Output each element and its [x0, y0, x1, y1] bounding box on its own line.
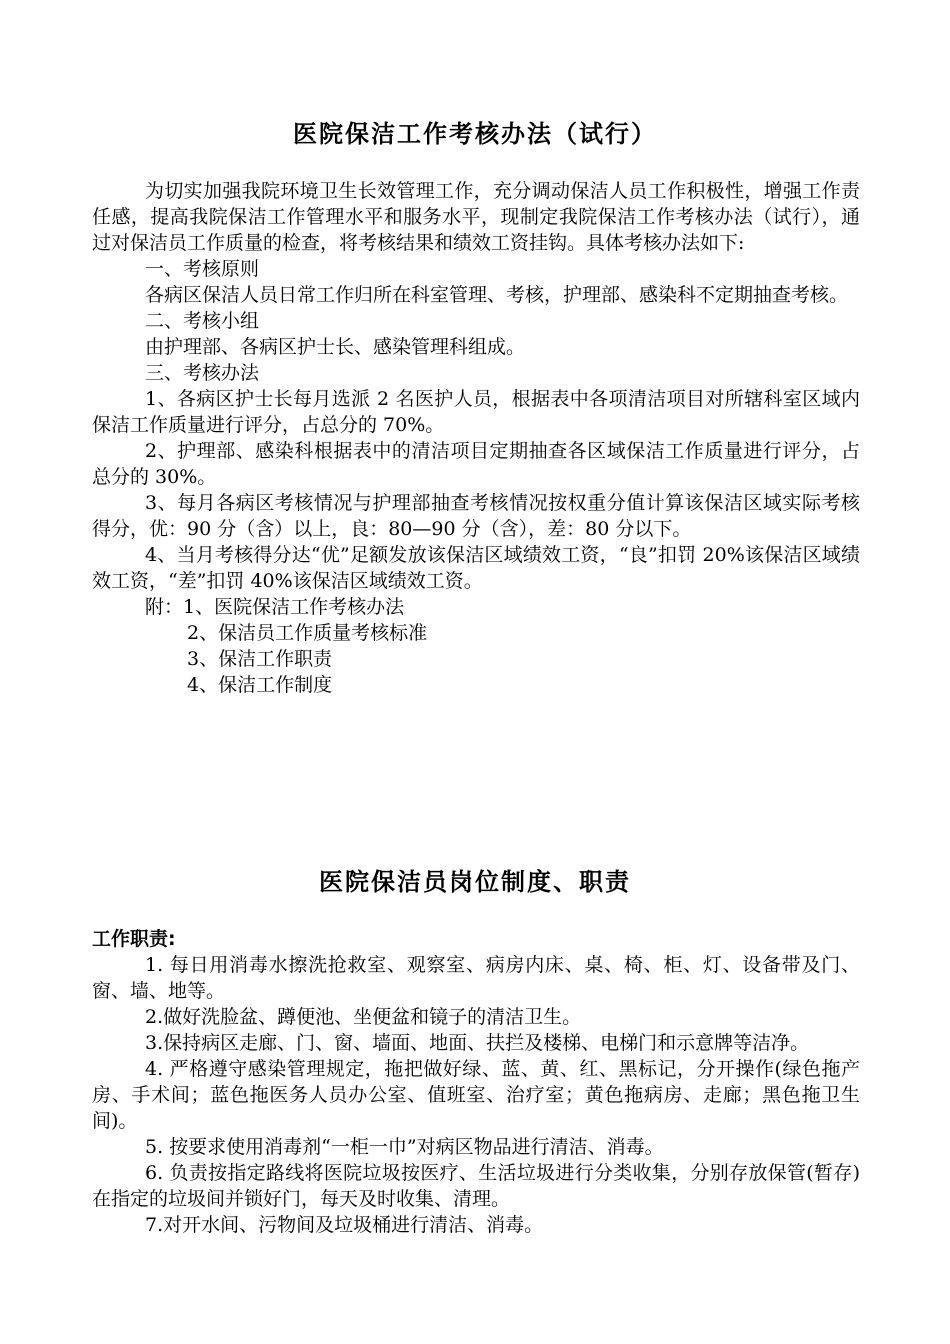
duty-item: 5. 按要求使用消毒剂“一柜一巾”对病区物品进行清洁、消毒。	[145, 1136, 664, 1158]
document-title: 医院保洁工作考核办法（试行）	[293, 120, 657, 148]
duty-item: 1. 每日用消毒水擦洗抢救室、观察室、病房内床、桌、椅、柜、灯、设备带及门、窗、墙、地等。	[92, 954, 860, 1002]
heading-team: 二、考核小组	[145, 310, 260, 332]
section-title: 医院保洁员岗位制度、职责	[319, 868, 631, 896]
duties-list	[92, 952, 860, 1238]
intro-paragraph: 为切实加强我院环境卫生长效管理工作，充分调动保洁人员工作积极性，增强工作责任感，提高我院保洁工作管理水平和服务水平，现制定我院保洁工作考核办法（试行），通过对保洁员工作质量的检查，将考核结果和绩效工资挂钩。具体考核办法如下:	[92, 180, 860, 254]
method-item-3: 3、每月各病区考核情况与护理部抽查考核情况按权重分值计算该保洁区域实际考核得分，优：90 分（含）以上，良：80—90 分（含），差：80 分以下。	[92, 492, 860, 540]
duty-item: 4. 严格遵守感染管理规定，拖把做好绿、蓝、黄、红、黑标记，分开操作(绿色拖产房、手术间；蓝色拖医务人员办公室、值班室、治疗室；黄色拖病房、走廊；黑色拖卫生间)。	[92, 1058, 860, 1132]
method-item-2: 2、护理部、感染科根据表中的清洁项目定期抽查各区域保洁工作质量进行评分，占总分的 30%。	[92, 440, 860, 488]
duty-item: 2.做好洗脸盆、蹲便池、坐便盆和镜子的清洁卫生。	[145, 1006, 582, 1028]
method-item-4: 4、当月考核得分达“优”足额发放该保洁区域绩效工资，“良”扣罚 20%该保洁区域绩效工资，“差”扣罚 40%该保洁区域绩效工资。	[92, 544, 860, 592]
duty-item: 6. 负责按指定路线将医院垃圾按医疗、生活垃圾进行分类收集，分别存放保管(暂存)在指定的垃圾间并锁好门，每天及时收集、清理。	[92, 1162, 860, 1210]
attachment-line: 4、保洁工作制度	[187, 674, 333, 696]
heading-method: 三、考核办法	[145, 362, 260, 384]
duties-subtitle: 工作职责:	[92, 928, 176, 950]
attachment-line: 附：1、医院保洁工作考核办法	[145, 596, 405, 618]
duty-item: 7.对开水间、污物间及垃圾桶进行清洁、消毒。	[145, 1214, 544, 1236]
method-item-1: 1、各病区护士长每月选派 2 名医护人员，根据表中各项清洁项目对所辖科室区域内保洁工作质量进行评分，占总分的 70%。	[92, 388, 860, 436]
assessment-body	[92, 178, 860, 698]
attachment-line: 3、保洁工作职责	[187, 648, 333, 670]
heading-principles: 一、考核原则	[145, 258, 260, 280]
duty-item: 3.保持病区走廊、门、窗、墙面、地面、扶拦及楼梯、电梯门和示意牌等洁净。	[145, 1032, 810, 1054]
principles-paragraph: 各病区保洁人员日常工作归所在科室管理、考核，护理部、感染科不定期抽查考核。	[145, 284, 849, 306]
attachment-line: 2、保洁员工作质量考核标准	[187, 622, 428, 644]
team-paragraph: 由护理部、各病区护士长、感染管理科组成。	[145, 336, 526, 358]
